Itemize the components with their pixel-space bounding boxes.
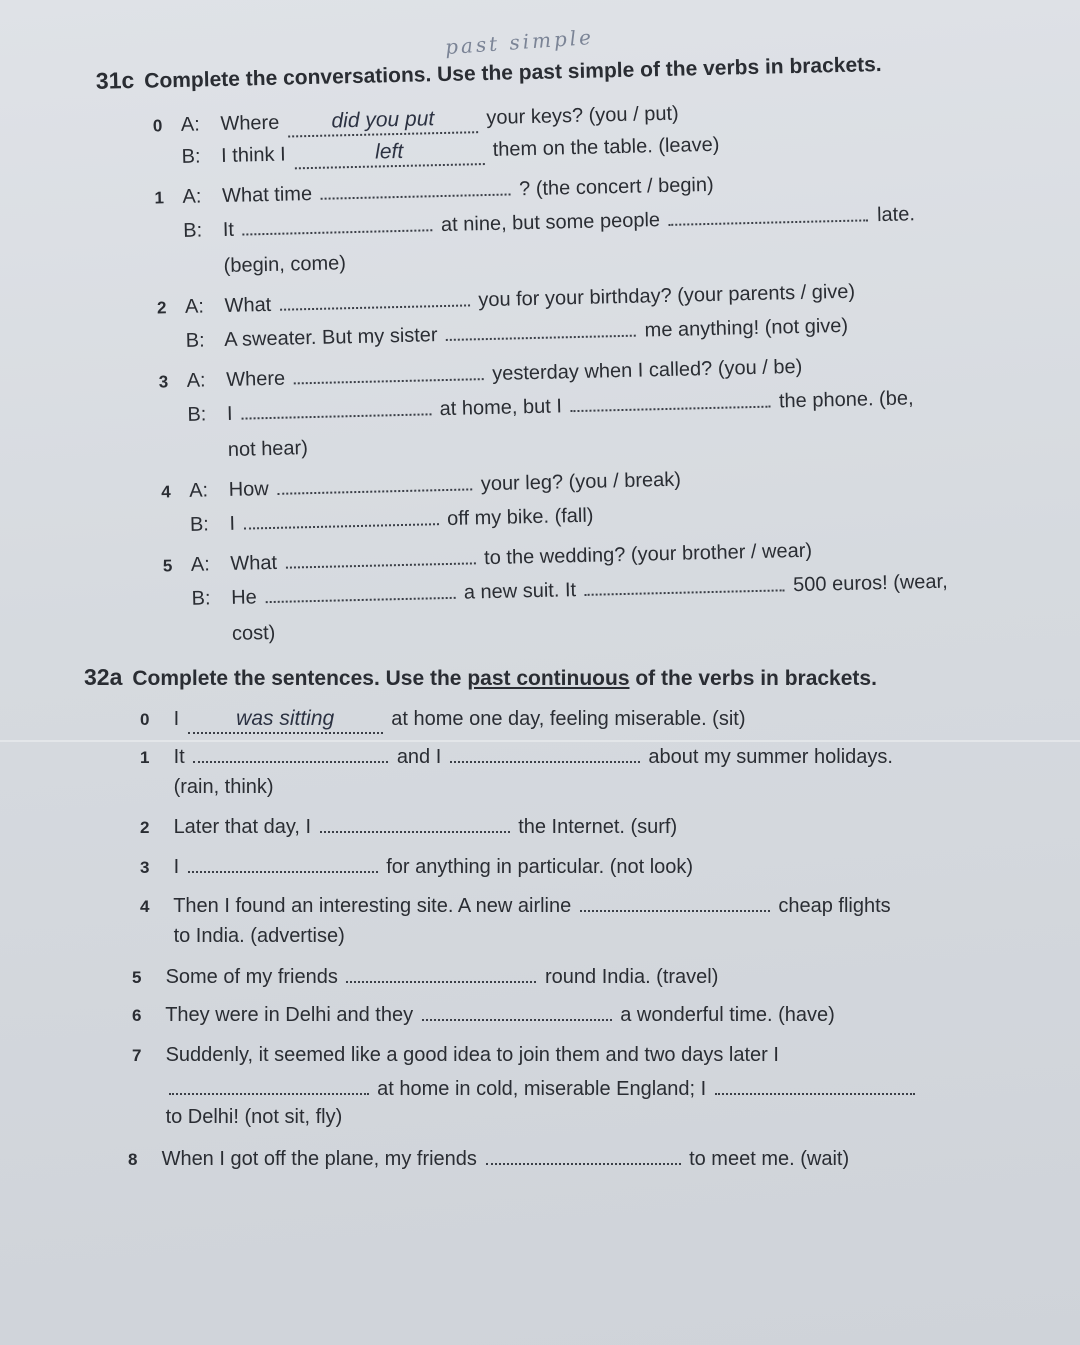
line-text: What <box>224 293 272 317</box>
line-text: off my bike. (fall) <box>446 504 594 530</box>
line-text: I <box>173 856 180 878</box>
answer-blank-filled[interactable] <box>188 706 383 734</box>
line-text: round India. (travel) <box>544 966 719 988</box>
line-text: When I got off the plane, my friends <box>161 1148 477 1170</box>
item-number: 0 <box>152 116 163 136</box>
line-text: Where <box>220 111 280 136</box>
line-text: you for your birthday? (your parents / give) <box>478 280 856 312</box>
section-number: 31c <box>95 66 135 94</box>
line-text: What <box>230 551 278 575</box>
line-text: at home one day, feeling miserable. (sit) <box>391 708 746 730</box>
exercise-line <box>140 744 893 771</box>
exercise-line <box>140 814 677 841</box>
answer-blank[interactable] <box>346 967 536 983</box>
exercise-line <box>128 1146 849 1173</box>
line-text: Then I found an interesting site. A new airline <box>173 895 572 917</box>
line-text: not hear) <box>227 437 309 461</box>
speaker-label: A: <box>182 185 202 208</box>
line-text: to India. (advertise) <box>173 925 345 947</box>
answer-blank[interactable] <box>193 747 388 763</box>
handwritten-answer: left <box>374 139 404 164</box>
item-number: 0 <box>140 710 150 729</box>
item-number: 6 <box>132 1006 142 1025</box>
speaker-label: B: <box>181 145 201 168</box>
exercise-line <box>140 893 891 920</box>
line-text: What time <box>221 182 313 208</box>
answer-blank[interactable] <box>320 817 510 833</box>
line-text: I <box>229 512 236 535</box>
item-number: 2 <box>140 818 150 837</box>
line-text: yesterday when I called? (you / be) <box>491 355 803 385</box>
line-text: your leg? (you / break) <box>480 468 682 496</box>
line-text: a wonderful time. (have) <box>620 1004 835 1026</box>
answer-blank[interactable] <box>188 857 378 873</box>
item-number: 5 <box>162 556 173 576</box>
section-32a-heading <box>84 664 877 691</box>
line-text: about my summer holidays. <box>648 746 893 768</box>
item-number: 3 <box>158 372 169 392</box>
exercise-line <box>132 1104 342 1130</box>
line-text: your keys? (you / put) <box>486 102 679 129</box>
answer-blank[interactable] <box>715 1079 915 1095</box>
speaker-label: A: <box>190 553 211 576</box>
line-text: to Delhi! (not sit, fly) <box>165 1106 343 1128</box>
section-number: 32a <box>84 664 123 690</box>
line-text: late. <box>876 203 916 227</box>
line-text: for anything in particular. (not look) <box>386 856 694 878</box>
handwritten-answer: did you put <box>331 107 435 133</box>
speaker-label: B: <box>183 219 203 242</box>
line-text: How <box>228 478 269 501</box>
exercise-line <box>140 706 746 734</box>
item-number: 2 <box>156 298 167 318</box>
line-text: me anything! (not give) <box>644 314 849 342</box>
line-text: A sweater. But my sister <box>223 324 438 351</box>
exercise-line <box>132 1042 779 1069</box>
section-instruction: Complete the sentences. Use the <box>132 667 462 690</box>
item-number: 1 <box>140 748 150 767</box>
line-text: They were in Delhi and they <box>165 1004 414 1026</box>
line-text: Some of my friends <box>165 966 338 988</box>
line-text: cost) <box>231 621 276 645</box>
speaker-label: A: <box>184 295 205 318</box>
speaker-label: A: <box>188 479 209 502</box>
exercise-line <box>132 1002 835 1029</box>
item-number: 8 <box>128 1150 138 1169</box>
exercise-line <box>140 774 274 800</box>
answer-blank[interactable] <box>486 1149 681 1165</box>
line-text: the phone. (be, <box>778 387 914 413</box>
section-instruction: Complete the conversations. Use the past simple of the verbs in brackets. <box>143 53 882 93</box>
line-text: 500 euros! (wear, <box>792 570 948 597</box>
line-text: to the wedding? (your brother / wear) <box>483 539 813 570</box>
line-text: to meet me. (wait) <box>689 1148 850 1170</box>
line-text: ? (the concert / begin) <box>518 173 714 201</box>
item-number: 4 <box>140 897 150 916</box>
exercise-line <box>132 964 718 991</box>
item-number: 7 <box>132 1046 142 1065</box>
line-text: I <box>173 708 180 730</box>
line-text: at home, but I <box>439 395 563 421</box>
line-text: I think I <box>220 143 286 168</box>
answer-blank[interactable] <box>169 1079 369 1095</box>
speaker-label: B: <box>191 587 211 610</box>
item-number: 5 <box>132 968 142 987</box>
line-text: Later that day, I <box>173 816 312 838</box>
line-text: (begin, come) <box>223 252 347 277</box>
line-text: He <box>230 586 258 609</box>
handwritten-answer: was sitting <box>236 707 335 730</box>
item-number: 3 <box>140 858 150 877</box>
line-text: Suddenly, it seemed like a good idea to join them and two days later I <box>165 1044 779 1066</box>
line-text: I <box>226 402 233 425</box>
item-number: 1 <box>154 188 165 208</box>
line-text: the Internet. (surf) <box>518 816 678 838</box>
answer-blank[interactable] <box>450 747 640 763</box>
underlined-term: past continuous <box>467 667 630 690</box>
speaker-label: B: <box>187 403 207 426</box>
line-text: and I <box>396 746 442 768</box>
line-text: at nine, but some people <box>440 209 661 237</box>
line-text: at home in cold, miserable England; I <box>377 1078 707 1100</box>
answer-blank[interactable] <box>580 896 770 912</box>
speaker-label: A: <box>180 113 201 136</box>
line-text: It <box>173 746 185 768</box>
exercise-line <box>132 1076 918 1102</box>
handwritten-note: past simple <box>444 24 595 60</box>
line-text: cheap flights <box>778 895 891 917</box>
speaker-label: B: <box>189 513 210 536</box>
speaker-label: A: <box>186 369 206 392</box>
line-text: Where <box>225 367 286 391</box>
line-text: It <box>222 218 235 242</box>
exercise-line <box>140 854 693 881</box>
line-text: (rain, think) <box>173 776 274 798</box>
line-text: a new suit. It <box>463 579 577 604</box>
speaker-label: B: <box>185 329 205 352</box>
section-instruction: of the verbs in brackets. <box>635 667 877 690</box>
exercise-line <box>140 923 345 949</box>
line-text: them on the table. (leave) <box>492 133 720 161</box>
item-number: 4 <box>160 482 171 502</box>
answer-blank[interactable] <box>422 1005 612 1021</box>
